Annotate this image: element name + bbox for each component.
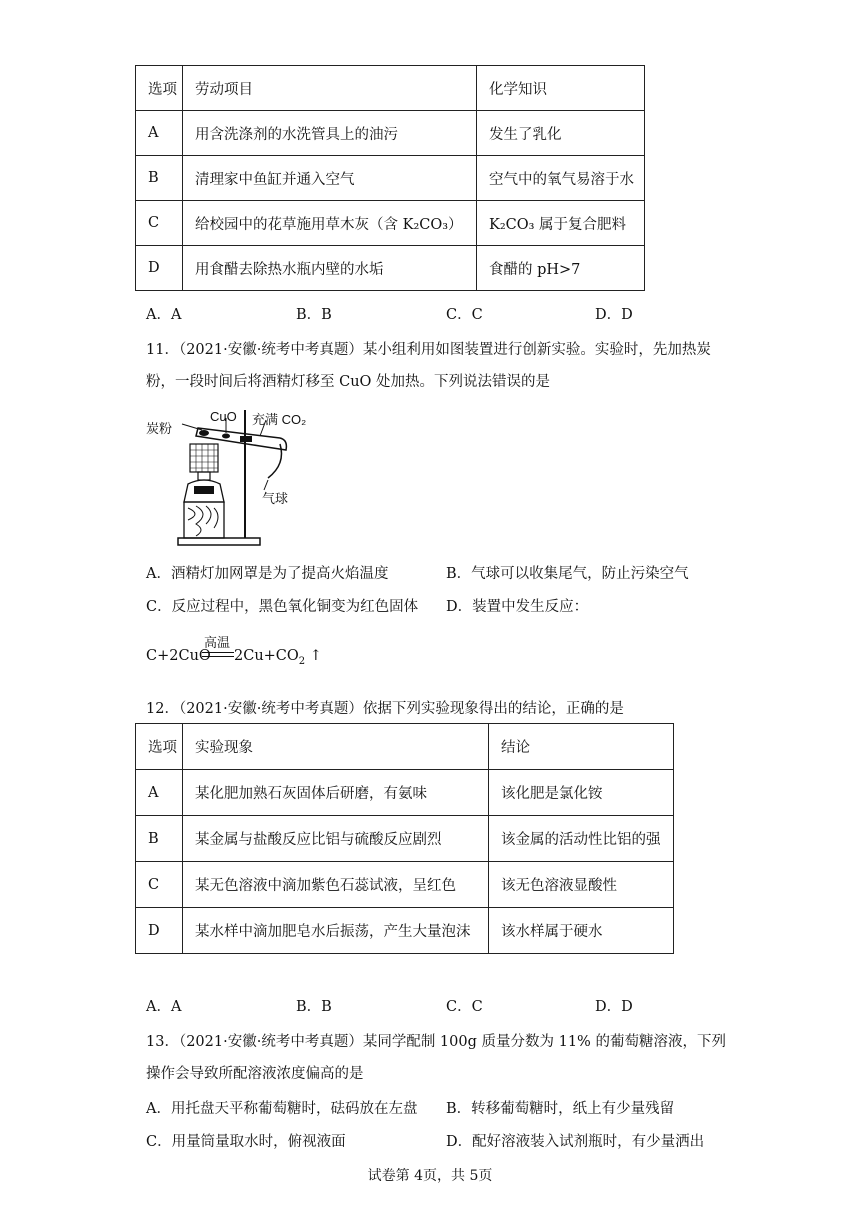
q11-option-b[interactable]: B．气球可以收集尾气，防止污染空气 — [446, 566, 689, 582]
q13-option-c[interactable]: C．用量筒量取水时，俯视液面 — [146, 1134, 346, 1150]
q12-option-c[interactable]: C．C — [446, 999, 483, 1015]
header-cell: 实验现象 — [183, 724, 489, 770]
table-cell: 发生了乳化 — [477, 111, 645, 156]
table-cell: A — [136, 111, 183, 156]
table-cell: 用食醋去除热水瓶内壁的水垢 — [183, 246, 477, 291]
table-experiment-conclusion — [135, 723, 674, 954]
table-row — [136, 156, 645, 201]
q11-option-a[interactable]: A．酒精灯加网罩是为了提高火焰温度 — [146, 566, 389, 582]
q11-stem-line1: 11．（2021·安徽·统考中考真题）某小组利用如图装置进行创新实验。实验时，先加热炭 — [146, 342, 711, 358]
q11-option-d[interactable]: D．装置中发生反应： — [446, 599, 589, 615]
table-cell: C — [136, 862, 183, 908]
table-cell: 某无色溶液中滴加紫色石蕊试液，呈红色 — [183, 862, 489, 908]
equation-equals-line — [202, 652, 234, 657]
table-row — [136, 246, 645, 291]
table-cell: 食醋的 pH>7 — [477, 246, 645, 291]
q11-stem-line2: 粉，一段时间后将酒精灯移至 CuO 处加热。下列说法错误的是 — [146, 374, 551, 390]
equation-left: C+2CuO — [146, 648, 211, 664]
q10-option-d[interactable]: D．D — [595, 307, 633, 323]
equation-right: $2Cu+CO_2$ ↑ — [234, 648, 322, 667]
table-row — [136, 862, 674, 908]
table-cell: 该水样属于硬水 — [489, 908, 674, 954]
q11-option-c[interactable]: C．反应过程中，黑色氧化铜变为红色固体 — [146, 599, 419, 615]
table-cell: B — [136, 156, 183, 201]
label-balloon: 气球 — [262, 491, 289, 506]
q10-option-c[interactable]: C．C — [446, 307, 483, 323]
equation-condition: 高温 — [204, 636, 231, 651]
label-co2: 充满 CO₂ — [252, 412, 307, 427]
table-row — [136, 201, 645, 246]
table-row — [136, 816, 674, 862]
header-cell: 选项 — [136, 724, 183, 770]
q12-option-d[interactable]: D．D — [595, 999, 633, 1015]
q13-option-b[interactable]: B．转移葡萄糖时，纸上有少量残留 — [446, 1101, 675, 1117]
q13-option-d[interactable]: D．配好溶液装入试剂瓶时，有少量洒出 — [446, 1134, 705, 1150]
table-row — [136, 770, 674, 816]
table-cell: D — [136, 246, 183, 291]
table-header-row — [136, 66, 645, 111]
table-cell: 用含洗涤剂的水洗管具上的油污 — [183, 111, 477, 156]
table-cell: 某水样中滴加肥皂水后振荡，产生大量泡沫 — [183, 908, 489, 954]
table-cell: A — [136, 770, 183, 816]
label-carbon: 炭粉 — [146, 421, 173, 436]
table-cell: 某化肥加熟石灰固体后研磨，有氨味 — [183, 770, 489, 816]
header-cell: 选项 — [136, 66, 183, 111]
table-cell: D — [136, 908, 183, 954]
q13-stem-line2: 操作会导致所配溶液浓度偏高的是 — [146, 1066, 364, 1082]
table-labor-chemistry — [135, 65, 645, 291]
page-footer: 试卷第 4页，共 5页 — [367, 1168, 493, 1184]
table-cell: B — [136, 816, 183, 862]
q13-stem-line1: 13．（2021·安徽·统考中考真题）某同学配制 100g 质量分数为 11% 的葡萄糖溶液，下列 — [146, 1034, 726, 1050]
q10-option-b[interactable]: B．B — [296, 307, 332, 323]
table-cell: 该无色溶液显酸性 — [489, 862, 674, 908]
table-header-row — [136, 724, 674, 770]
table-cell: C — [136, 201, 183, 246]
q12-option-a[interactable]: A．A — [146, 999, 182, 1015]
table-row — [136, 111, 645, 156]
q13-option-a[interactable]: A．用托盘天平称葡萄糖时，砝码放在左盘 — [146, 1101, 418, 1117]
label-cuo: CuO — [210, 409, 237, 424]
header-cell: 结论 — [489, 724, 674, 770]
table-cell: 给校园中的花草施用草木灰（含 K₂CO₃） — [183, 201, 477, 246]
table-cell: 清理家中鱼缸并通入空气 — [183, 156, 477, 201]
table-cell: 空气中的氧气易溶于水 — [477, 156, 645, 201]
table-cell: 某金属与盐酸反应比铝与硫酸反应剧烈 — [183, 816, 489, 862]
q12-stem: 12．（2021·安徽·统考中考真题）依据下列实验现象得出的结论，正确的是 — [146, 701, 624, 717]
table-cell: 该金属的活动性比铝的强 — [489, 816, 674, 862]
table-cell: 该化肥是氯化铵 — [489, 770, 674, 816]
table-row — [136, 908, 674, 954]
table-cell: K₂CO₃ 属于复合肥料 — [477, 201, 645, 246]
header-cell: 化学知识 — [477, 66, 645, 111]
header-cell: 劳动项目 — [183, 66, 477, 111]
q10-option-a[interactable]: A．A — [146, 307, 182, 323]
q12-option-b[interactable]: B．B — [296, 999, 332, 1015]
